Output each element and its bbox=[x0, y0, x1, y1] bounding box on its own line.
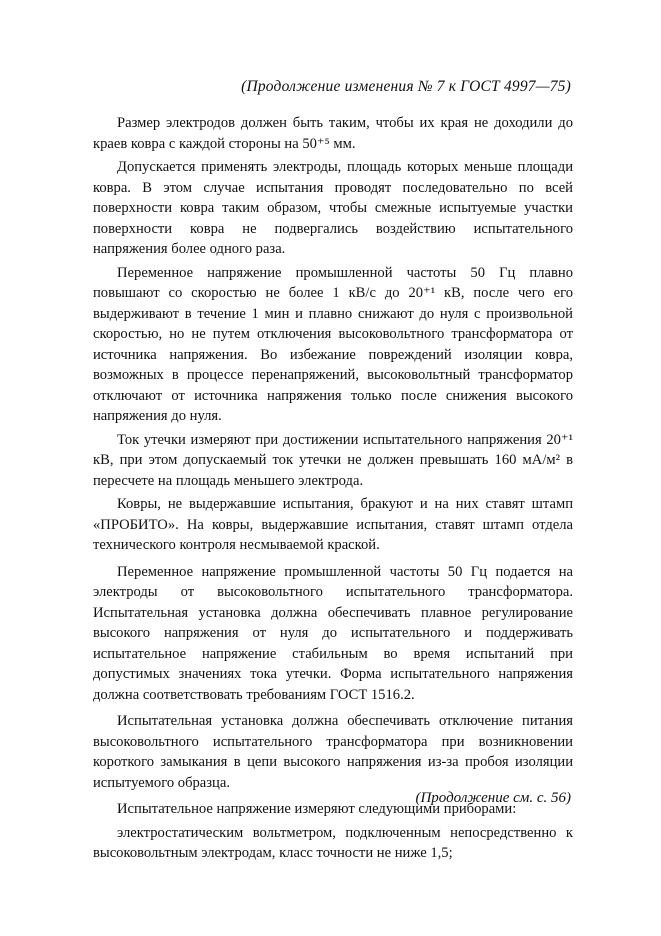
paragraph-leakage-current: Ток утечки измеряют при достижении испытательного напряжения 20⁺¹ кВ, при этом допускаемый ток утечки не должен превышать 160 мА/м² в пересчете на площадь меньшего электрода. bbox=[93, 431, 573, 489]
page-header: (Продолжение изменения № 7 к ГОСТ 4997—75) bbox=[241, 78, 571, 95]
paragraph-voltmeter: электростатическим вольтметром, подключенным непосредственно к высоковольтным электродам, класс точности не ниже 1,5; bbox=[93, 824, 573, 861]
paragraph-reject-stamp: Ковры, не выдержавшие испытания, бракуют и на них ставят штамп «ПРОБИТО». На ковры, выдержавшие испытания, ставят штамп отдела технического контроля несмываемой краской. bbox=[93, 496, 573, 553]
paragraph-test-setup: Переменное напряжение промышленной частоты 50 Гц подается на электроды от высоковольтного испытательного трансформатора. Испытательная установка должна обеспечивать плавное регулирование высокого напряжения от нуля до испытательного и поддерживать испытательное напряжение стабильным во время испытаний при допустимых значениях тока утечки. Форма испытательного напряжения должна соответствовать требованиям ГОСТ 1516.2. bbox=[93, 563, 573, 703]
page-footer: (Продолжение см. с. 56) bbox=[415, 790, 571, 806]
paragraph-smaller-electrodes: Допускается применять электроды, площадь которых меньше площади ковра. В этом случае испытания проводят последовательно по всей поверхности ковра таким образом, чтобы смежные испытуемые участки поверхности ковра не подвергались воздействию испытательного напряжения более одного раза. bbox=[93, 159, 573, 257]
paragraph-measuring-instruments: Испытательное напряжение измеряют следующими приборами: bbox=[117, 801, 517, 817]
paragraph-short-circuit: Испытательная установка должна обеспечивать отключение питания высоковольтного испытательного трансформатора при возникновении короткого замыкания в цепи высокого напряжения из-за пробоя изоляции испытуемого образца. bbox=[93, 713, 573, 791]
paragraph-voltage-procedure: Переменное напряжение промышленной частоты 50 Гц плавно повышают со скоростью не более 1 кВ/с до 20⁺¹ кВ, после чего его выдерживают в течение 1 мин и плавно снижают до нуля с произвольной скоростью, но не путем отключения высоковольтного трансформатора от источника напряжения. Во избежание повреждений изоляции ковра, возможных в процессе перенапряжений, высоковольтный трансформатор отключают от источника напряжения только после снижения высокого напряжения до нуля. bbox=[93, 264, 573, 424]
body-text bbox=[93, 113, 573, 867]
paragraph-electrode-size: Размер электродов должен быть таким, чтобы их края не доходили до краев ковра с каждой стороны на 50⁺⁵ мм. bbox=[93, 115, 573, 152]
